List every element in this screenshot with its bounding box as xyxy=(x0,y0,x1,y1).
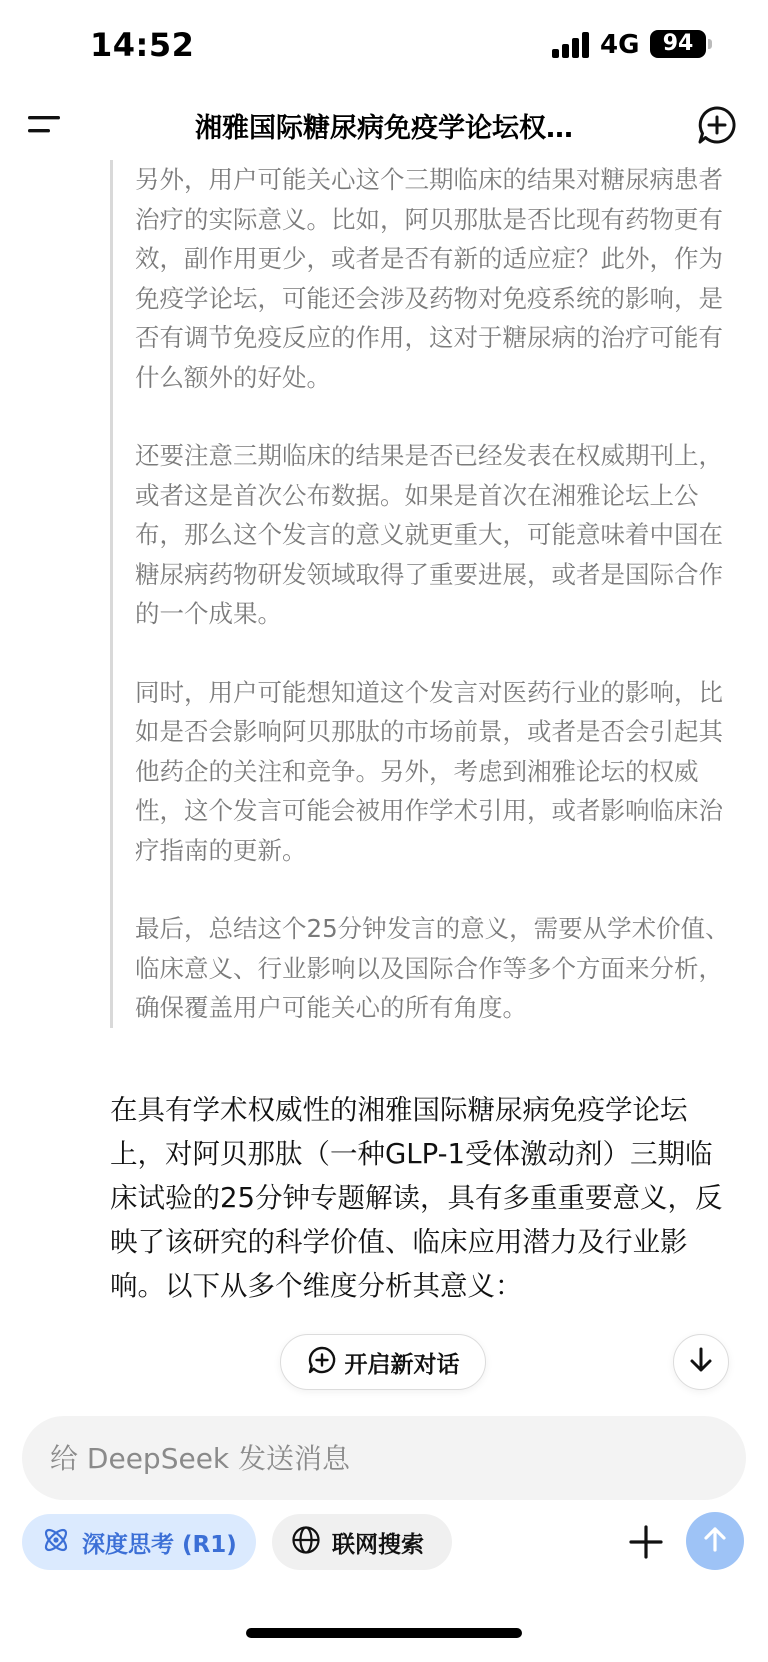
plus-icon xyxy=(622,1518,670,1566)
chat-title: 湘雅国际糖尿病免疫学论坛权… xyxy=(195,113,573,144)
atom-icon xyxy=(40,1524,72,1560)
web-search-toggle[interactable] xyxy=(272,1514,452,1570)
message-input[interactable] xyxy=(50,1416,720,1500)
network-type: 4G xyxy=(600,30,640,60)
globe-icon xyxy=(290,1524,322,1560)
arrow-up-icon xyxy=(700,1524,730,1558)
thinking-paragraph: 还要注意三期临床的结果是否已经发表在权威期刊上，或者这是首次公布数据。如果是首次在湘雅论坛上公布，那么这个发言的意义就更重大，可能意味着中国在糖尿病药物研发领域取得了重要进展，或者是国际合作的一个成果。 xyxy=(135,441,723,628)
thinking-block xyxy=(110,160,730,1028)
signal-icon xyxy=(552,32,590,58)
battery-icon: 94 xyxy=(650,30,706,58)
deep-think-label: 深度思考 (R1) xyxy=(82,1531,237,1558)
new-chat-icon[interactable] xyxy=(696,104,738,146)
new-dialog-button[interactable] xyxy=(280,1334,486,1390)
home-indicator xyxy=(246,1628,522,1638)
new-dialog-label: 开启新对话 xyxy=(344,1351,460,1378)
web-search-label: 联网搜索 xyxy=(332,1531,424,1558)
chat-content xyxy=(0,160,768,1330)
attach-button[interactable] xyxy=(622,1518,670,1566)
send-button[interactable] xyxy=(686,1512,744,1570)
deep-think-toggle[interactable] xyxy=(22,1514,256,1570)
status-bar xyxy=(0,0,768,90)
thinking-paragraph: 另外，用户可能关心这个三期临床的结果对糖尿病患者治疗的实际意义。比如，阿贝那肽是否比现有药物更有效，副作用更少，或者是否有新的适应症？此外，作为免疫学论坛，可能还会涉及药物对免疫系统的影响，是否有调节免疫反应的作用，这对于糖尿病的治疗可能有什么额外的好处。 xyxy=(135,165,723,392)
thinking-paragraph: 最后，总结这个25分钟发言的意义，需要从学术价值、临床意义、行业影响以及国际合作等多个方面来分析，确保覆盖用户可能关心的所有角度。 xyxy=(135,914,730,1022)
scroll-down-button[interactable] xyxy=(673,1334,729,1390)
battery-tip xyxy=(708,39,712,49)
chat-header xyxy=(0,92,768,156)
arrow-down-icon xyxy=(687,1346,715,1378)
message-input-box[interactable] xyxy=(22,1416,746,1500)
new-dialog-icon xyxy=(307,1345,337,1379)
answer-text: 在具有学术权威性的湘雅国际糖尿病免疫学论坛上，对阿贝那肽（一种GLP-1受体激动剂）三期临床试验的25分钟专题解读，具有多重重要意义，反映了该研究的科学价值、临床应用潜力及行业影响。以下从多个维度分析其意义： xyxy=(110,1094,723,1302)
status-time: 14:52 xyxy=(90,26,195,64)
thinking-paragraph: 同时，用户可能想知道这个发言对医药行业的影响，比如是否会影响阿贝那肽的市场前景，或者是否会引起其他药企的关注和竞争。另外，考虑到湘雅论坛的权威性，这个发言可能会被用作学术引用，或者影响临床治疗指南的更新。 xyxy=(135,677,723,865)
menu-icon[interactable] xyxy=(26,106,64,142)
